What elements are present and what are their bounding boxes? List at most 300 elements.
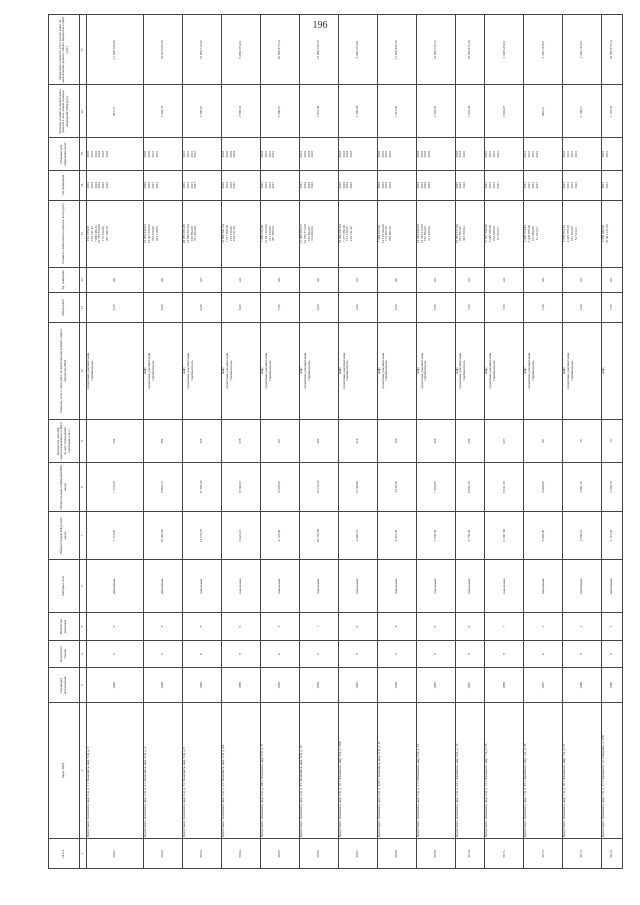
year-list-line: 2022 bbox=[376, 181, 381, 189]
date-list bbox=[377, 138, 416, 170]
year-list-line: 2021 bbox=[527, 181, 532, 189]
year-list-line: 2021 bbox=[534, 181, 539, 189]
column-header: Количество жителей, зарегистрированных в МКД на дату утверждения программы (чел.) bbox=[49, 419, 80, 463]
date-list-line: 2021 bbox=[605, 150, 610, 158]
works-list-line: стройконтроль bbox=[530, 360, 535, 382]
year-cell: 1982 bbox=[183, 668, 222, 703]
unit-cost-cell: 1 179,36 bbox=[602, 85, 623, 138]
floors-cell: 9 bbox=[338, 640, 377, 668]
year-list-line: 2022 bbox=[302, 181, 307, 189]
year-list-line: 2021 bbox=[484, 181, 489, 189]
works-list-line: стройконтроль bbox=[423, 360, 428, 382]
table-row bbox=[87, 15, 144, 869]
column-number: 11 bbox=[80, 292, 87, 322]
year-list-line: 2021 bbox=[298, 181, 303, 189]
row-number: 58.65. bbox=[261, 839, 300, 869]
works-list bbox=[338, 322, 377, 419]
year-list-line: 2022 bbox=[101, 181, 106, 189]
cost-list-line: 174 503,50 bbox=[384, 226, 389, 242]
works-list-line: проектные документация bbox=[488, 352, 493, 389]
year-list-line: 2022 bbox=[345, 181, 350, 189]
cost-list bbox=[524, 200, 563, 267]
total-area-cell: 9 750,20 bbox=[455, 511, 485, 559]
year-list-line: 2022 bbox=[458, 181, 463, 189]
entrances-cell: 3 bbox=[377, 613, 416, 641]
works-list bbox=[261, 322, 300, 419]
column-number: 17 bbox=[80, 15, 87, 85]
total-area-cell: 2 358,10 bbox=[563, 511, 602, 559]
year-list-line: 2022 bbox=[427, 181, 432, 189]
unit-cost-cell: 1 594,61 bbox=[416, 85, 455, 138]
max-cost-cell: 11 649 025,00 bbox=[87, 15, 144, 85]
residents-cell: 73 bbox=[602, 419, 623, 463]
column-header: Удельная стоимость капитального ремонта 1 кв.м. общей площади помещений МКД (руб.) bbox=[49, 85, 80, 138]
row-number: 58.64. bbox=[222, 839, 261, 869]
date-list-line: 2021 bbox=[263, 150, 268, 158]
floors-cell: 9 bbox=[455, 640, 485, 668]
year-list bbox=[455, 170, 485, 200]
cost-list-line: 2 579 672,61 bbox=[562, 224, 567, 243]
unit-cost-cell: 1 692,07 bbox=[485, 85, 524, 138]
column-header: Адрес МКД bbox=[49, 703, 80, 839]
cost-list-line: 15 980 647,64 bbox=[221, 224, 226, 244]
address-cell: Иркутская г. Казачинск, мкр. 6-й, д. 1 г. Казачинск, мкр. 6-й, д. 2 bbox=[87, 703, 144, 839]
cost-list-line: 2 429 958,00 bbox=[488, 224, 493, 243]
residents-cell: 327 bbox=[485, 419, 524, 463]
cost-list-line: 2 559 638,65 bbox=[601, 224, 606, 243]
works-list-line: стройконтроль bbox=[462, 360, 467, 382]
unit-cost-cell: 1 284,74 bbox=[144, 85, 183, 138]
unit-cell: шт. bbox=[87, 267, 144, 292]
date-list-line: 2022 bbox=[232, 150, 237, 158]
table-body bbox=[87, 15, 623, 869]
year-list-line: 2022 bbox=[423, 181, 428, 189]
year-list-line: 2022 bbox=[232, 181, 237, 189]
works-list bbox=[416, 322, 455, 419]
column-number: 2 bbox=[80, 703, 87, 839]
entrances-cell: 7 bbox=[485, 613, 524, 641]
date-list-line: 2022 bbox=[104, 150, 109, 158]
wall-material-cell: панельные bbox=[299, 560, 338, 613]
date-list-line: 2022 bbox=[337, 150, 342, 158]
row-number: 58.74. bbox=[602, 839, 623, 869]
premises-area-cell: 2 188,70 bbox=[602, 463, 623, 511]
year-cell: 1988 bbox=[222, 668, 261, 703]
column-header: № п/п bbox=[49, 839, 80, 869]
volume-cell: 7,00 bbox=[485, 292, 524, 322]
works-list-line: проектные документация bbox=[527, 352, 532, 389]
works-list-line: проектные документация bbox=[185, 352, 190, 389]
premises-area-cell: 8 748,80 bbox=[338, 463, 377, 511]
date-list-line: 2021 bbox=[566, 150, 571, 158]
works-list-line: лифт bbox=[376, 367, 381, 375]
residents-cell: 291 bbox=[299, 419, 338, 463]
column-number: 10 bbox=[80, 322, 87, 419]
date-list-line: 2022 bbox=[462, 150, 467, 158]
column-number: 7 bbox=[80, 511, 87, 559]
max-cost-cell: 10 296 875,16 bbox=[455, 15, 485, 85]
row-number: 58.66. bbox=[299, 839, 338, 869]
year-list-line: 2022 bbox=[224, 181, 229, 189]
floors-cell: 9 bbox=[602, 640, 623, 668]
max-cost-cell: 13 968 770,32 bbox=[183, 15, 222, 85]
page-number: 196 bbox=[312, 20, 328, 31]
date-list-line: 2021 bbox=[182, 150, 187, 158]
column-header: Количество этажей bbox=[49, 640, 80, 668]
date-list-line: 2022 bbox=[86, 150, 90, 158]
premises-area-cell: 4 595,60 bbox=[261, 463, 300, 511]
cost-list-line: 17 409 962,51 bbox=[298, 224, 303, 244]
entrances-cell: 8 bbox=[183, 613, 222, 641]
volume-cell: 7,00 bbox=[261, 292, 300, 322]
date-list-line: 2021 bbox=[573, 150, 578, 158]
unit-cell: шт. bbox=[563, 267, 602, 292]
residents-cell: 314 bbox=[338, 419, 377, 463]
cost-list-line: 13 259 194,00 bbox=[97, 224, 102, 244]
year-list-line: 2022 bbox=[89, 181, 94, 189]
column-header: Ед. измерения bbox=[49, 267, 80, 292]
cost-list bbox=[87, 200, 144, 267]
works-list bbox=[377, 322, 416, 419]
wall-material-cell: кирпичные bbox=[563, 560, 602, 613]
year-list-line: 2021 bbox=[530, 181, 535, 189]
premises-area-cell: 8 749,00 bbox=[222, 463, 261, 511]
column-header: Стоимость капитального ремонта, всего (руб.) bbox=[49, 200, 80, 267]
unit-cost-cell: 881,71 bbox=[87, 85, 144, 138]
cost-list-line: 135 720,00 bbox=[228, 226, 233, 242]
year-list-line: 2022 bbox=[419, 181, 424, 189]
cost-list-line: 311 482,84 bbox=[310, 226, 315, 241]
row-number: 58.67. bbox=[338, 839, 377, 869]
unit-cost-cell: 1 543,29 bbox=[455, 85, 485, 138]
column-header: Перечень услуг и (или) работ по капитальному ремонту общего имущества МКД bbox=[49, 322, 80, 419]
date-list bbox=[563, 138, 602, 170]
date-list-line: 2022 bbox=[97, 150, 102, 158]
floors-cell: 9 bbox=[524, 640, 563, 668]
cost-list-line: 16 993 157,60 bbox=[454, 224, 459, 244]
residents-cell: 339 bbox=[455, 419, 485, 463]
unit-cell: шт. bbox=[261, 267, 300, 292]
date-list-line: 2021 bbox=[530, 150, 535, 158]
max-cost-cell: 13 968 750,12 bbox=[299, 15, 338, 85]
year-list-line: 2021 bbox=[562, 181, 567, 189]
cost-list-line: 16 821 252,00 bbox=[263, 224, 268, 244]
column-number: 12 bbox=[80, 267, 87, 292]
address-cell: Иркутская г. Казачинск, мкр. 7-й, д. 26 г. Казачинск, мкр. 7-й, д. 27 bbox=[563, 703, 602, 839]
works-list bbox=[222, 322, 261, 419]
year-list bbox=[87, 170, 144, 200]
date-list-line: 2021 bbox=[267, 150, 272, 158]
cost-list bbox=[485, 200, 524, 267]
unit-cell: шт. bbox=[183, 267, 222, 292]
works-list-line: лифт bbox=[523, 367, 528, 375]
wall-material-cell: панельные bbox=[416, 560, 455, 613]
cost-list-line: 14 555 272,00 bbox=[302, 224, 307, 244]
works-list bbox=[485, 322, 524, 419]
cost-list-line: 135 720,00 bbox=[345, 226, 350, 242]
year-cell: 1985 bbox=[338, 668, 377, 703]
total-area-cell: 9 426,10 bbox=[338, 511, 377, 559]
column-number: 13 bbox=[80, 200, 87, 267]
date-list-line: 2021 bbox=[523, 150, 528, 158]
column-header: Плановая дата завершения работ bbox=[49, 138, 80, 170]
unit-cost-cell: 1 188,17 bbox=[563, 85, 602, 138]
year-list bbox=[563, 170, 602, 200]
row-number: 58.62. bbox=[144, 839, 183, 869]
date-list-line: 2022 bbox=[423, 150, 428, 158]
unit-cell: шт. bbox=[144, 267, 183, 292]
unit-cell: шт. bbox=[222, 267, 261, 292]
row-number: 58.71. bbox=[485, 839, 524, 869]
cost-list-line: 153 741,42 bbox=[89, 226, 94, 242]
date-list-line: 2022 bbox=[415, 150, 420, 158]
year-list-line: 2021 bbox=[189, 181, 194, 189]
year-list bbox=[377, 170, 416, 200]
row-number: 58.70. bbox=[455, 839, 485, 869]
year-list-line: 2021 bbox=[601, 181, 606, 189]
works-list-line: лифт bbox=[143, 367, 148, 375]
works-list-line: лифт bbox=[221, 367, 226, 375]
cost-list-line: 7 880 584,51 bbox=[93, 224, 98, 243]
year-list bbox=[524, 170, 563, 200]
date-list-line: 2021 bbox=[492, 150, 497, 158]
wall-material-cell: кирпичные bbox=[524, 560, 563, 613]
date-list-line: 2022 bbox=[380, 150, 385, 158]
premises-area-cell: 4 619,20 bbox=[377, 463, 416, 511]
premises-area-cell: 11 665,20 bbox=[183, 463, 222, 511]
date-list-line: 2022 bbox=[384, 150, 389, 158]
address-cell: Иркутская г. Казачинск, мкр. 6-й, д. 12 г. Казачинск, мкр. 6-й, д. 13 bbox=[455, 703, 485, 839]
cost-list-line: 102 520,00 bbox=[492, 226, 497, 242]
date-list-line: 2022 bbox=[224, 150, 229, 158]
works-list bbox=[87, 322, 144, 419]
total-area-cell: 4 619,20 bbox=[377, 511, 416, 559]
year-list bbox=[416, 170, 455, 200]
entrances-cell: 1 bbox=[602, 613, 623, 641]
cost-list-line: 154 741,42 bbox=[232, 226, 237, 242]
works-list-line: стройконтроль bbox=[306, 360, 311, 382]
year-list-line: 2022 bbox=[228, 181, 233, 189]
total-area-cell: 4 722,80 bbox=[261, 511, 300, 559]
column-header: Предельная стоимость услуг и (или) работ по капитальному ремонту общего имущества в МКД (руб.) bbox=[49, 15, 80, 85]
cost-list-line: 7 369 102,62 bbox=[260, 224, 264, 243]
year-cell: 1986 bbox=[485, 668, 524, 703]
register-table bbox=[48, 14, 623, 869]
cost-list-line: 14 555 272,00 bbox=[419, 224, 424, 244]
column-header: Год ввода в эксплуатацию bbox=[49, 668, 80, 703]
date-list bbox=[338, 138, 377, 170]
volume-cell: 6,00 bbox=[416, 292, 455, 322]
works-list-line: лифт bbox=[484, 367, 489, 375]
year-list-line: 2022 bbox=[384, 181, 389, 189]
date-list-line: 2021 bbox=[601, 150, 606, 158]
date-list bbox=[485, 138, 524, 170]
date-list-line: 2022 bbox=[419, 150, 424, 158]
max-cost-cell: 13 968 750,12 bbox=[416, 15, 455, 85]
wall-material-cell: кирпичные bbox=[602, 560, 623, 613]
unit-cell: шт. bbox=[524, 267, 563, 292]
address-cell: Иркутская г. Казачинск, мкр. 6-й, д. 5 г. Казачинск, мкр. 6-й, д. 6 bbox=[183, 703, 222, 839]
header-row bbox=[49, 15, 80, 869]
year-list bbox=[338, 170, 377, 200]
cost-list-line: 211 290,00 bbox=[267, 226, 272, 241]
year-cell: 1987 bbox=[455, 668, 485, 703]
year-cell: 1982 bbox=[299, 668, 338, 703]
unit-cost-cell: 1 612,03 bbox=[377, 85, 416, 138]
unit-cost-cell: 1 596,63 bbox=[222, 85, 261, 138]
entrances-cell: 7 bbox=[299, 613, 338, 641]
column-number: 6 bbox=[80, 560, 87, 613]
column-header: Объем работ bbox=[49, 292, 80, 322]
cost-list-line: 415 118,95 bbox=[154, 226, 159, 241]
year-list bbox=[299, 170, 338, 200]
unit-cell: шт. bbox=[416, 267, 455, 292]
year-list-line: 2022 bbox=[415, 181, 420, 189]
date-list-line: 2021 bbox=[298, 150, 303, 158]
entrances-cell: 5 bbox=[261, 613, 300, 641]
date-list bbox=[144, 138, 183, 170]
works-list-line: лифт bbox=[415, 367, 420, 375]
year-list-line: 2022 bbox=[221, 181, 226, 189]
total-area-cell: 12 278,70 bbox=[183, 511, 222, 559]
year-list-line: 2021 bbox=[492, 181, 497, 189]
year-list bbox=[144, 170, 183, 200]
works-list-line: стройконтроль bbox=[492, 360, 497, 382]
row-number: 58.73. bbox=[563, 839, 602, 869]
year-list-line: 2022 bbox=[462, 181, 467, 189]
date-list-line: 2022 bbox=[302, 150, 307, 158]
year-list-line: 2022 bbox=[310, 181, 315, 189]
cost-list-line: 15 960 047,64 bbox=[337, 224, 342, 244]
wall-material-cell: панельные bbox=[222, 560, 261, 613]
max-cost-cell: 2 328 125,02 bbox=[524, 15, 563, 85]
date-list-line: 2021 bbox=[488, 150, 493, 158]
volume-cell: 1,00 bbox=[524, 292, 563, 322]
max-cost-cell: 18 625 000,16 bbox=[144, 15, 183, 85]
year-list-line: 2022 bbox=[146, 181, 151, 189]
column-number: 16 bbox=[80, 85, 87, 138]
column-header: Материал стен bbox=[49, 560, 80, 613]
date-list-line: 2021 bbox=[484, 150, 489, 158]
year-list-line: 2022 bbox=[454, 181, 459, 189]
table-row bbox=[144, 15, 183, 869]
column-number: 5 bbox=[80, 613, 87, 641]
volume-cell: 8,00 bbox=[144, 292, 183, 322]
table-row bbox=[377, 15, 416, 869]
year-cell: 1990 bbox=[87, 668, 144, 703]
date-list-line: 2022 bbox=[93, 150, 98, 158]
cost-list-line: 51 513,31 bbox=[495, 227, 500, 241]
floors-cell: 9 bbox=[299, 640, 338, 668]
cost-list bbox=[299, 200, 338, 267]
total-area-cell: 9 423,10 bbox=[222, 511, 261, 559]
works-list bbox=[455, 322, 485, 419]
year-list-line: 2022 bbox=[341, 181, 346, 189]
column-header: Количество подъездов bbox=[49, 613, 80, 641]
date-list-line: 2022 bbox=[310, 150, 315, 158]
cost-list bbox=[144, 200, 183, 267]
date-list bbox=[222, 138, 261, 170]
date-list bbox=[299, 138, 338, 170]
date-list bbox=[261, 138, 300, 170]
works-list-line: лифт bbox=[298, 367, 303, 375]
volume-cell: 7,00 bbox=[602, 292, 623, 322]
works-list-line: лифт bbox=[601, 367, 606, 375]
wall-material-cell: панельные bbox=[377, 560, 416, 613]
year-list-line: 2021 bbox=[488, 181, 493, 189]
works-list-line: проектные документация bbox=[224, 352, 229, 389]
year-cell: 1985 bbox=[416, 668, 455, 703]
year-list-line: 2022 bbox=[260, 181, 264, 189]
unit-cost-cell: 1 589,67 bbox=[261, 85, 300, 138]
unit-cell: шт. bbox=[485, 267, 524, 292]
year-list bbox=[602, 170, 623, 200]
year-list-line: 2022 bbox=[97, 181, 102, 189]
volume-cell: 3,00 bbox=[338, 292, 377, 322]
works-list-line: стройконтроль bbox=[345, 360, 350, 382]
works-list-line: проектные документация bbox=[86, 352, 90, 389]
works-list-line: стройконтроль bbox=[150, 360, 155, 382]
address-cell: Иркутская г. Казачинск, мкр. 7-й, д. 27 г. Казачинск, ул. Каверина, д. 109 bbox=[602, 703, 623, 839]
max-cost-cell: 6 984 375,04 bbox=[222, 15, 261, 85]
date-list-line: 2021 bbox=[185, 150, 190, 158]
cost-list bbox=[455, 200, 485, 267]
date-list-line: 2021 bbox=[189, 150, 194, 158]
year-list-line: 2022 bbox=[306, 181, 311, 189]
date-list-line: 2021 bbox=[562, 150, 567, 158]
date-list bbox=[602, 138, 623, 170]
works-list-line: проектные документация bbox=[458, 352, 463, 389]
cost-list bbox=[602, 200, 623, 267]
date-list-line: 2021 bbox=[193, 150, 198, 158]
date-list-line: 2022 bbox=[427, 150, 432, 158]
residents-cell: 76 bbox=[563, 419, 602, 463]
cost-list-line: 193 892,00 bbox=[423, 226, 428, 242]
year-list-line: 2022 bbox=[93, 181, 98, 189]
cost-list-line: 17 557 838,28 bbox=[484, 224, 489, 244]
address-cell: Иркутская г. Казачинск, мкр. 7-й, д. 25 г. Казачинск, мкр. 7-й, д. 26 bbox=[524, 703, 563, 839]
works-list-line: стройконтроль bbox=[189, 360, 194, 382]
unit-cost-cell: 1 596,07 bbox=[183, 85, 222, 138]
wall-material-cell: панельные bbox=[261, 560, 300, 613]
column-number: 9 bbox=[80, 419, 87, 463]
column-number: 4 bbox=[80, 640, 87, 668]
total-area-cell: 2 865,00 bbox=[524, 511, 563, 559]
column-number-row bbox=[80, 15, 87, 869]
date-list-line: 2022 bbox=[101, 150, 106, 158]
cost-list-line: 7 277 858,00 bbox=[224, 224, 229, 243]
works-list-line: лифт bbox=[182, 367, 187, 375]
works-list-line: проектные документация bbox=[263, 352, 268, 389]
volume-cell: 5,00 bbox=[87, 292, 144, 322]
works-list-line: проектные документация bbox=[341, 352, 346, 389]
cost-list-line: 19 407 920,00 bbox=[146, 224, 151, 244]
works-list-line: стройконтроль bbox=[384, 360, 389, 382]
entrances-cell: 6 bbox=[338, 613, 377, 641]
date-list-line: 2021 bbox=[534, 150, 539, 158]
date-list-line: 2022 bbox=[454, 150, 459, 158]
date-list-line: 2022 bbox=[146, 150, 151, 158]
works-list-line: проектные документация bbox=[302, 352, 307, 389]
wall-material-cell: панельные bbox=[183, 560, 222, 613]
cost-list bbox=[377, 200, 416, 267]
volume-cell: 5,00 bbox=[377, 292, 416, 322]
year-list-line: 2022 bbox=[380, 181, 385, 189]
date-list bbox=[524, 138, 563, 170]
entrances-cell: 5 bbox=[416, 613, 455, 641]
column-number: 3 bbox=[80, 668, 87, 703]
total-area-cell: 10 753,90 bbox=[299, 511, 338, 559]
